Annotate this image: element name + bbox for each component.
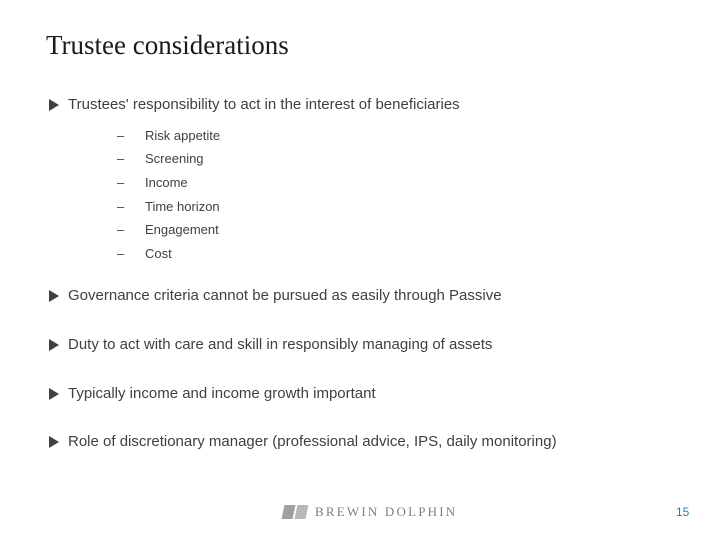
sub-bullet-item bbox=[117, 148, 220, 172]
arrow-right-icon bbox=[49, 99, 59, 111]
sub-bullet-list bbox=[117, 124, 220, 266]
bullet-text: Typically income and income growth important bbox=[68, 385, 376, 402]
sub-bullet-text: Engagement bbox=[145, 222, 219, 238]
bullet-text: Trustees' responsibility to act in the interest of beneficiaries bbox=[68, 96, 460, 113]
bullet-item bbox=[49, 385, 376, 402]
sub-bullet-text: Screening bbox=[145, 151, 204, 167]
bullet-text: Governance criteria cannot be pursued as easily through Passive bbox=[68, 287, 502, 304]
dash-icon: – bbox=[117, 222, 125, 238]
slide-title: Trustee considerations bbox=[46, 30, 289, 60]
bullet-text: Role of discretionary manager (professional advice, IPS, daily monitoring) bbox=[68, 433, 557, 450]
sub-bullet-item bbox=[117, 124, 220, 148]
sub-bullet-text: Risk appetite bbox=[145, 127, 221, 143]
arrow-right-icon bbox=[49, 290, 59, 302]
page-number: 15 bbox=[676, 505, 690, 519]
sub-bullet-item bbox=[117, 242, 220, 266]
arrow-right-icon bbox=[49, 388, 59, 400]
sub-bullet-text: Time horizon bbox=[145, 198, 220, 214]
brewin-dolphin-logo-mark-icon bbox=[282, 505, 309, 519]
sub-bullet-text: Income bbox=[145, 174, 188, 190]
dash-icon: – bbox=[117, 198, 125, 214]
sub-bullet-text: Cost bbox=[145, 245, 172, 261]
arrow-right-icon bbox=[49, 436, 59, 448]
bullet-item bbox=[49, 433, 557, 450]
dash-icon: – bbox=[117, 245, 125, 261]
bullet-item bbox=[49, 336, 492, 353]
footer-logo bbox=[283, 504, 457, 520]
bullet-item bbox=[49, 96, 460, 113]
arrow-right-icon bbox=[49, 339, 59, 351]
sub-bullet-item bbox=[117, 171, 220, 195]
dash-icon: – bbox=[117, 151, 125, 167]
dash-icon: – bbox=[117, 127, 125, 143]
bullet-text: Duty to act with care and skill in responsibly managing of assets bbox=[68, 336, 493, 353]
dash-icon: – bbox=[117, 174, 125, 190]
bullet-item bbox=[49, 287, 502, 304]
sub-bullet-item bbox=[117, 218, 220, 242]
sub-bullet-item bbox=[117, 195, 220, 219]
logo-text: BREWIN DOLPHIN bbox=[315, 504, 458, 519]
